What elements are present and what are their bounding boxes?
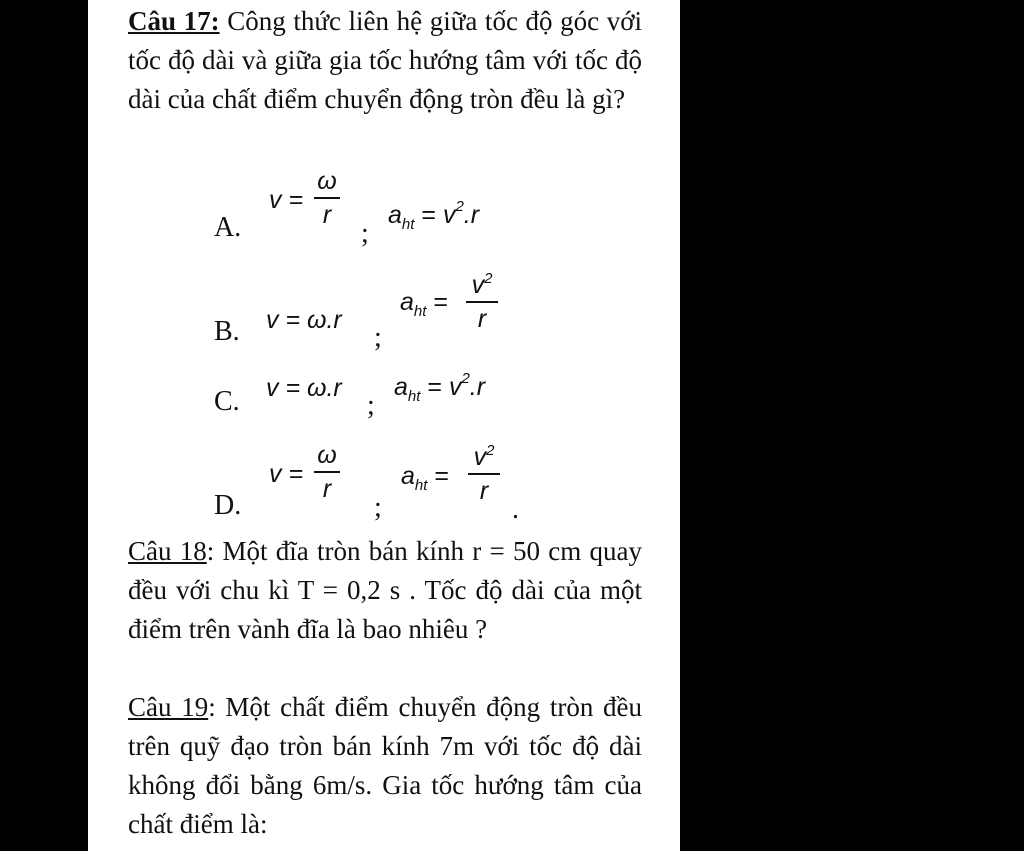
option-a-v-eq: v = [269,186,304,214]
option-d-numerator: ω [317,441,337,469]
question-18 [128,532,642,649]
question-18-text: : Một đĩa tròn bán kính r = 50 cm quay đều với chu kì T = 0,2 s . Tốc độ dài của một điểm trên vành đĩa là bao nhiêu ? [128,536,642,644]
fraction-bar [466,301,498,303]
option-b-denominator: r [477,305,487,333]
option-c-semicolon: ; [367,390,375,421]
fraction-bar [314,471,340,473]
option-d-period: . [512,494,519,525]
option-c-aht: $a_{ht} = v^2.r$ [394,370,486,405]
option-a-fraction [314,166,340,230]
question-19-label: Câu 19 [128,692,209,722]
option-c-v-omega-r: v = ω.r [266,374,342,402]
question-17-label: Câu 17: [128,6,220,36]
option-b-v-omega-r: v = ω.r [266,306,342,334]
option-a-label: A. [214,212,242,243]
fraction-bar [468,473,500,475]
option-d-numerator-2: $v^2$ [473,442,495,471]
option-a-semicolon: ; [361,218,369,249]
document-page [88,0,680,851]
option-b-numerator: $v^2$ [471,270,493,299]
option-d-semicolon: ; [374,492,382,523]
option-b-aht: $a_{ht}$ = [400,288,448,320]
option-a-denominator: r [322,201,332,229]
question-17 [128,2,642,119]
question-19 [128,688,642,844]
option-d-label: D. [214,490,242,521]
question-18-label: Câu 18 [128,536,207,566]
option-b-semicolon: ; [374,322,382,353]
fraction-bar [314,197,340,199]
option-a-numerator: ω [317,167,337,195]
option-a-aht: $a_{ht} = v^2.r$ [388,198,480,233]
option-d-fraction [314,440,340,504]
option-c-label: C. [214,386,240,417]
option-b-label: B. [214,316,240,347]
option-d-denominator-2: r [479,477,489,505]
option-d-aht: $a_{ht}$ = [401,462,449,494]
question-19-text: : Một chất điểm chuyển động tròn đều trên quỹ đạo tròn bán kính 7m với tốc độ dài không đổi bằng 6m/s. Gia tốc hướng tâm của chất điểm là: [128,692,642,839]
option-d-fraction-2 [468,436,500,506]
option-d-v-eq: v = [269,460,304,488]
question-17-text: Công thức liên hệ giữa tốc độ góc với tốc độ dài và giữa gia tốc hướng tâm với tốc độ dài của chất điểm chuyển động tròn đều là gì? [128,6,642,114]
option-d-denominator: r [322,475,332,503]
option-b-fraction [466,264,498,334]
